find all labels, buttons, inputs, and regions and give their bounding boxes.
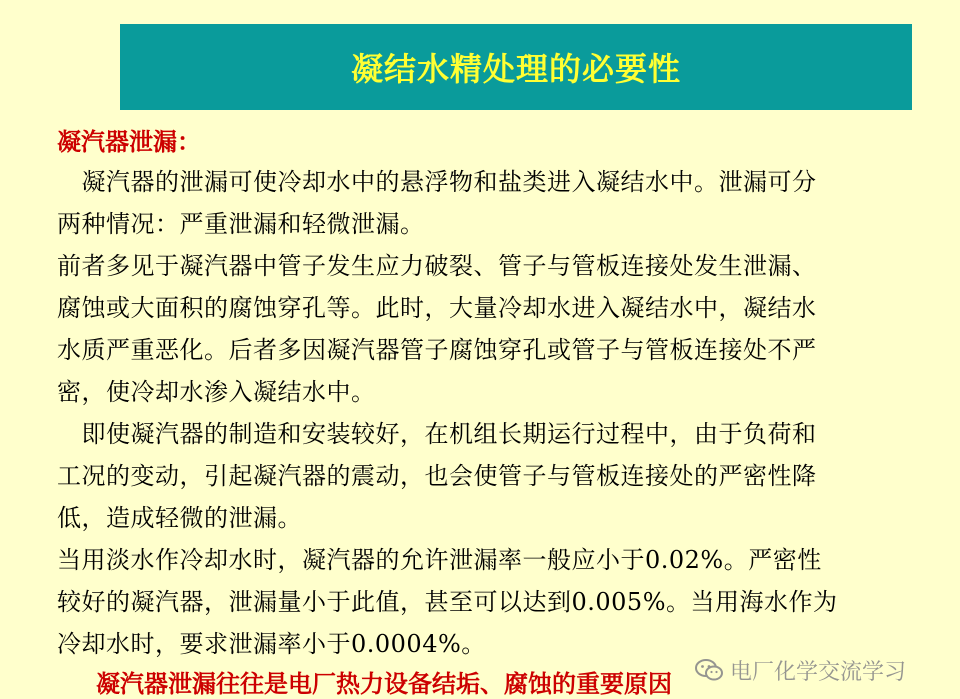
watermark-text: 电厂化学交流学习	[730, 659, 907, 685]
watermark	[694, 655, 906, 685]
slide-title: 凝结水精处理的必要性	[350, 50, 681, 88]
paragraph-3	[57, 413, 927, 539]
paragraph-2	[57, 245, 927, 413]
paragraph-line: 腐蚀或大面积的腐蚀穿孔等。此时，大量冷却水进入凝结水中，凝结水	[57, 294, 817, 322]
paragraph-line: 前者多见于凝汽器中管子发生应力破裂、管子与管板连接处发生泄漏、	[57, 252, 817, 280]
wechat-icon	[694, 657, 724, 683]
title-banner	[120, 24, 912, 110]
paragraph-4	[57, 539, 927, 665]
paragraph-line: 工况的变动，引起凝汽器的震动，也会使管子与管板连接处的严密性降	[57, 462, 817, 490]
paragraph-line: 水质严重恶化。后者多因凝汽器管子腐蚀穿孔或管子与管板连接处不严	[57, 336, 817, 364]
paragraph-line: 密，使冷却水渗入凝结水中。	[57, 378, 376, 406]
paragraph-line: 冷却水时，要求泄漏率小于0.0004%。	[57, 630, 486, 658]
paragraph-line: 凝汽器的泄漏可使冷却水中的悬浮物和盐类进入凝结水中。泄漏可分	[57, 168, 817, 196]
paragraph-1	[57, 161, 927, 245]
paragraph-line: 较好的凝汽器，泄漏量小于此值，甚至可以达到0.005%。当用海水作为	[57, 588, 838, 616]
paragraph-line: 当用淡水作冷却水时，凝汽器的允许泄漏率一般应小于0.02%。严密性	[57, 546, 822, 574]
section-heading: 凝汽器泄漏：	[57, 127, 201, 156]
paragraph-line: 两种情况：严重泄漏和轻微泄漏。	[57, 210, 425, 238]
paragraph-line: 低，造成轻微的泄漏。	[57, 504, 302, 532]
paragraph-line: 即使凝汽器的制造和安装较好，在机组长期运行过程中，由于负荷和	[57, 420, 817, 448]
cut-off-red-line: 凝汽器泄漏往往是电厂热力设备结垢、腐蚀的重要原因	[96, 669, 672, 698]
